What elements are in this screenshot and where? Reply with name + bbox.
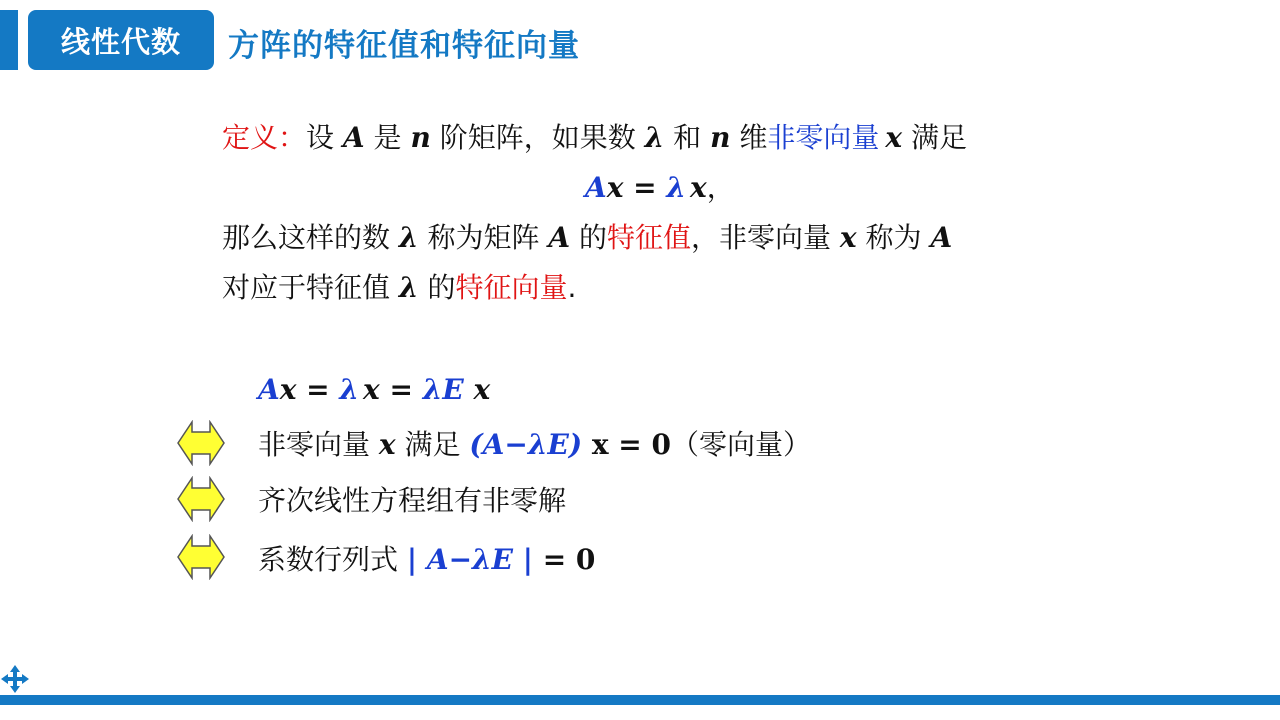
- definition-line-3: 那么这样的数 λ 称为矩阵 A 的特征值，非零向量 x 称为 A: [222, 221, 953, 254]
- slide-title: 方阵的特征值和特征向量: [228, 28, 580, 64]
- definition-line-4: 对应于特征值 λ 的特征向量.: [222, 271, 577, 304]
- derivation-row-3: 齐次线性方程组有非零解: [258, 484, 567, 517]
- eigenvalue-term: 特征值: [607, 221, 692, 254]
- course-tag: 线性代数: [28, 10, 214, 70]
- four-way-arrow-icon[interactable]: [0, 664, 30, 694]
- bottom-accent-bar: [0, 695, 1280, 705]
- eigenvector-term: 特征向量: [455, 271, 568, 304]
- derivation-row-4: 系数行列式 | A−λE | = 0: [258, 543, 596, 576]
- double-arrow-icon: [176, 476, 226, 522]
- eigen-equation: Ax = λ x，: [585, 171, 735, 204]
- definition-line-1: 定义：设 A 是 n 阶矩阵，如果数 λ 和 n 维非零向量 x 满足: [222, 121, 967, 154]
- definition-label: 定义：: [222, 121, 307, 154]
- double-arrow-icon: [176, 534, 226, 580]
- nonzero-vector-term: 非零向量: [767, 121, 880, 154]
- double-arrow-icon: [176, 420, 226, 466]
- left-accent-bar: [0, 10, 18, 70]
- derivation-row-1: Ax = λ x = λE x: [258, 373, 491, 406]
- derivation-row-2: 非零向量 x 满足 (A−λE) x = 0（零向量）: [258, 428, 811, 461]
